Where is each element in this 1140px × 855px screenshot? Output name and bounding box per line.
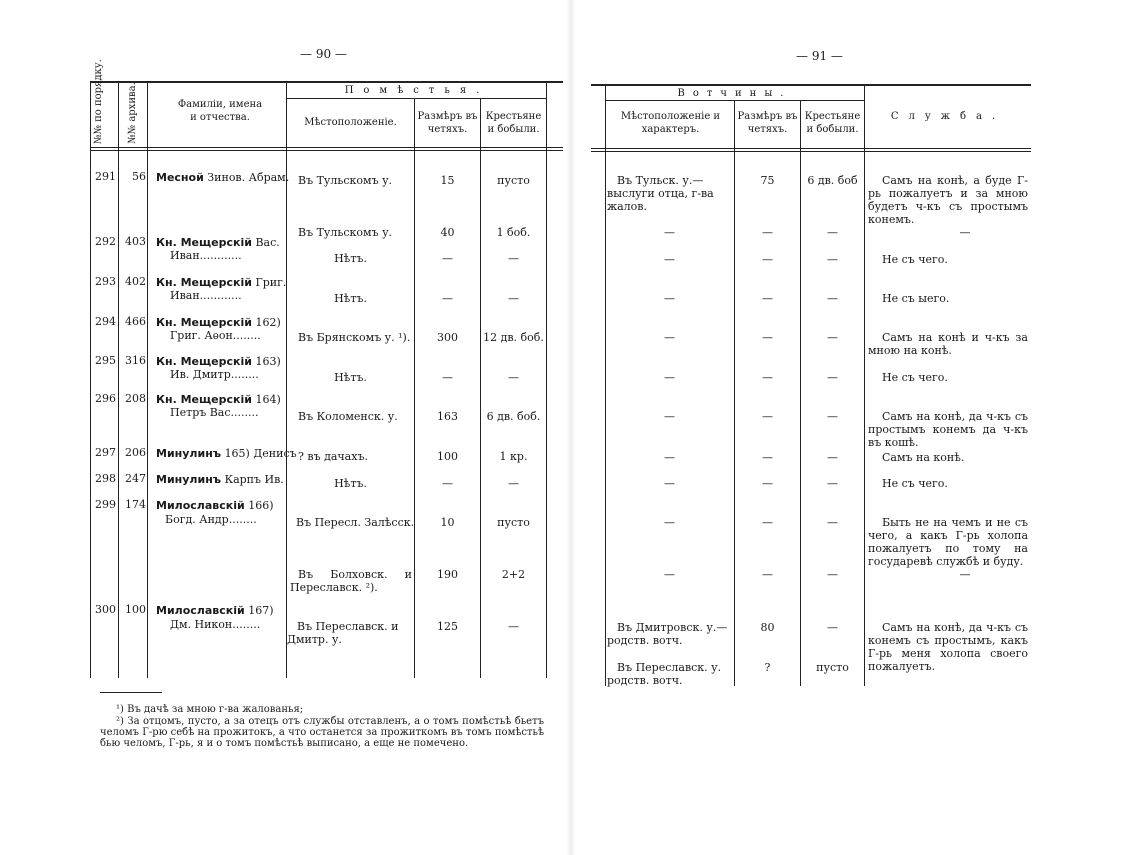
order-no: 292	[95, 235, 116, 248]
peasants: —	[508, 252, 519, 265]
service: —	[959, 568, 971, 581]
size: 300	[437, 331, 458, 344]
order-no: 294	[95, 315, 116, 328]
peasants: 1 кр.	[499, 450, 528, 463]
v-size: —	[762, 253, 773, 266]
v-peasants: —	[827, 331, 838, 344]
size: 40	[440, 226, 455, 239]
header-service: Служба.	[890, 111, 1006, 122]
service: Не съ чего.	[882, 477, 948, 490]
archive-no: 466	[125, 315, 146, 328]
surname: Кн. Мещерскій	[156, 355, 252, 368]
v-peasants: —	[827, 253, 838, 266]
location: Нѣтъ.	[334, 292, 367, 305]
order-no: 295	[95, 354, 116, 367]
size: 190	[437, 568, 458, 581]
v-peasants: —	[827, 621, 838, 634]
location: Въ Болховск. и Переславск. ²).	[290, 568, 412, 594]
surname: Месной	[156, 171, 204, 184]
archive-no: 247	[125, 472, 146, 485]
location: Въ Коломенск. у.	[298, 410, 398, 423]
footnote-rule	[100, 692, 162, 693]
page-number-right: — 91 —	[796, 49, 843, 63]
location: Нѣтъ.	[334, 477, 367, 490]
service: Не съ чего.	[882, 371, 948, 384]
v-peasants: —	[827, 568, 838, 581]
footnote-2: ²) За отцомъ, пусто, а за отецъ отъ службы отставленъ, а о томъ помѣстьѣ бьетъ челомъ Г-рю себѣ на прожитокъ, а что останется за прожиткомъ въ томъ помѣстьѣ бью челомъ, Г-рь, я и о томъ помѣстьѣ выписано, а еще не помечено.	[100, 716, 544, 749]
size: —	[442, 252, 453, 265]
peasants: —	[508, 371, 519, 384]
v-peasants: —	[827, 292, 838, 305]
order-no: 300	[95, 603, 116, 616]
v-size: —	[762, 568, 773, 581]
v-location: —	[664, 226, 675, 239]
v-size: —	[762, 292, 773, 305]
peasants: пусто	[497, 516, 530, 529]
given-name: Григ.	[255, 276, 287, 289]
order-no: 296	[95, 392, 116, 405]
service: Самъ на конѣ.	[882, 451, 965, 464]
v-peasants: —	[827, 371, 838, 384]
given-name: Зинов. Абрам.	[207, 171, 290, 184]
header-order-no: №№ по порядку.	[93, 59, 104, 144]
peasants: —	[508, 620, 519, 633]
header-peasants: Крестьяне и бобыли.	[485, 111, 542, 135]
order-no: 297	[95, 446, 116, 459]
service: Самъ на конѣ и ч-къ за мною на конѣ.	[868, 331, 1028, 357]
archive-no: 174	[125, 498, 146, 511]
peasants: —	[508, 477, 519, 490]
v-location: —	[664, 253, 675, 266]
service: Не съ чего.	[882, 253, 948, 266]
header-v-size: Размѣръ въ четяхъ.	[737, 111, 798, 135]
archive-no: 100	[125, 603, 146, 616]
peasants: —	[508, 292, 519, 305]
given-name: Вас.	[255, 236, 280, 249]
given-name: 166)	[248, 499, 274, 512]
header-pomestya: Помѣстья.	[344, 85, 490, 96]
size: 125	[437, 620, 458, 633]
given-name: 162)	[255, 316, 281, 329]
archive-no: 402	[125, 275, 146, 288]
v-location: —	[664, 451, 675, 464]
v-size: 75	[760, 174, 775, 187]
v-peasants: —	[827, 516, 838, 529]
surname: Минулинъ	[156, 473, 222, 486]
size: —	[442, 292, 453, 305]
v-size: —	[762, 371, 773, 384]
v-size: —	[762, 451, 773, 464]
archive-no: 206	[125, 446, 146, 459]
archive-no: 56	[132, 170, 146, 183]
header-v-location: Мѣстоположеніе и характеръ.	[620, 111, 721, 135]
order-no: 299	[95, 498, 116, 511]
page-number-left: — 90 —	[300, 47, 347, 61]
v-size: ?	[764, 661, 771, 674]
location: Въ Брянскомъ у. ¹).	[298, 331, 411, 344]
v-location: —	[664, 477, 675, 490]
service: Не съ ыего.	[882, 292, 950, 305]
surname: Кн. Мещерскій	[156, 276, 252, 289]
v-size: —	[762, 410, 773, 423]
v-size: —	[762, 516, 773, 529]
v-size: —	[762, 226, 773, 239]
archive-no: 316	[125, 354, 146, 367]
v-peasants: пусто	[816, 661, 849, 674]
surname: Кн. Мещерскій	[156, 316, 252, 329]
given-name: 163)	[255, 355, 281, 368]
peasants: пусто	[497, 174, 530, 187]
v-peasants: —	[827, 226, 838, 239]
surname: Милославскій	[156, 499, 245, 512]
peasants: 12 дв. боб.	[483, 331, 544, 344]
v-location: Въ Переславск. у. родств. вотч.	[607, 661, 722, 687]
v-peasants: —	[827, 477, 838, 490]
archive-no: 208	[125, 392, 146, 405]
v-location: —	[664, 516, 675, 529]
service: Самъ на конѣ, да ч-къ съ простымъ конемъ да ч-къ въ кошѣ.	[868, 410, 1028, 449]
v-peasants: —	[827, 410, 838, 423]
v-location: Въ Тульск. у.—выслуги отца, г-ва жалов.	[607, 174, 714, 213]
service: Самъ на конѣ, а буде Г-рь пожалуетъ и за мною будетъ ч-къ съ простымъ конемъ.	[868, 174, 1028, 226]
given-name: 164)	[255, 393, 281, 406]
v-size: 80	[760, 621, 775, 634]
header-location: Мѣстоположеніе.	[304, 117, 397, 128]
size: 163	[437, 410, 458, 423]
size: 100	[437, 450, 458, 463]
location: Нѣтъ.	[334, 252, 367, 265]
given-name-2: Ив. Дмитр........	[170, 368, 259, 381]
given-name-2: Григ. Аѳон........	[170, 329, 261, 342]
size: —	[442, 477, 453, 490]
v-peasants: 6 дв. боб	[807, 174, 858, 187]
v-location: —	[664, 568, 675, 581]
size: —	[442, 371, 453, 384]
location: Въ Тульскомъ у.	[298, 226, 393, 239]
v-size: —	[762, 477, 773, 490]
surname: Минулинъ	[156, 447, 222, 460]
size: 15	[440, 174, 455, 187]
header-size: Размѣръ въ четяхъ.	[417, 111, 478, 135]
v-location: —	[664, 331, 675, 344]
v-size: —	[762, 331, 773, 344]
given-name-2: Петръ Вас........	[170, 406, 259, 419]
given-name: 167)	[248, 604, 274, 617]
service: Самъ на конѣ, да ч-къ съ конемъ съ простымъ, какъ Г-рь меня холопа своего пожалуетъ.	[868, 621, 1028, 673]
location: ? въ дачахъ.	[298, 450, 368, 463]
v-location: Въ Дмитровск. у.—родств. вотч.	[607, 621, 728, 647]
archive-no: 403	[125, 235, 146, 248]
location: Въ Тульскомъ у.	[298, 174, 393, 187]
peasants: 6 дв. боб.	[486, 410, 541, 423]
header-votchiny: Вотчины.	[677, 88, 792, 99]
given-name-2: Иван............	[170, 249, 242, 262]
v-peasants: —	[827, 451, 838, 464]
peasants: 1 боб.	[496, 226, 531, 239]
service: Быть не на чемъ и не съ чего, а какъ Г-рь холопа пожалуетъ по тому на государевѣ службѣ и буду.	[868, 516, 1028, 568]
surname: Кн. Мещерскій	[156, 236, 252, 249]
given-name: 165) Денисъ	[224, 447, 297, 460]
surname: Милославскій	[156, 604, 245, 617]
given-name-2: Иван............	[170, 289, 242, 302]
location: Нѣтъ.	[334, 371, 367, 384]
header-v-peasants: Крестьяне и бобыли.	[804, 111, 861, 135]
book-gutter	[566, 0, 576, 855]
header-archive-no: №№ архива.	[127, 82, 138, 144]
order-no: 298	[95, 472, 116, 485]
peasants: 2+2	[501, 568, 526, 581]
location: Въ Переславск. и Дмитр. у.	[287, 620, 399, 646]
v-location: —	[664, 410, 675, 423]
order-no: 293	[95, 275, 116, 288]
service: —	[959, 226, 971, 239]
v-location: —	[664, 371, 675, 384]
v-location: —	[664, 292, 675, 305]
size: 10	[440, 516, 455, 529]
order-no: 291	[95, 170, 116, 183]
location: Въ Пересл. Залѣсск.	[296, 516, 415, 529]
header-names: Фамиліи, имена и отчества.	[177, 99, 263, 123]
given-name-2: Богд. Андр........	[165, 513, 257, 526]
given-name: Карпъ Ив.	[224, 473, 284, 486]
given-name-2: Дм. Никон........	[170, 618, 261, 631]
footnote-1: ¹) Въ дачѣ за мною г-ва жалованья;	[116, 704, 304, 715]
surname: Кн. Мещерскій	[156, 393, 252, 406]
